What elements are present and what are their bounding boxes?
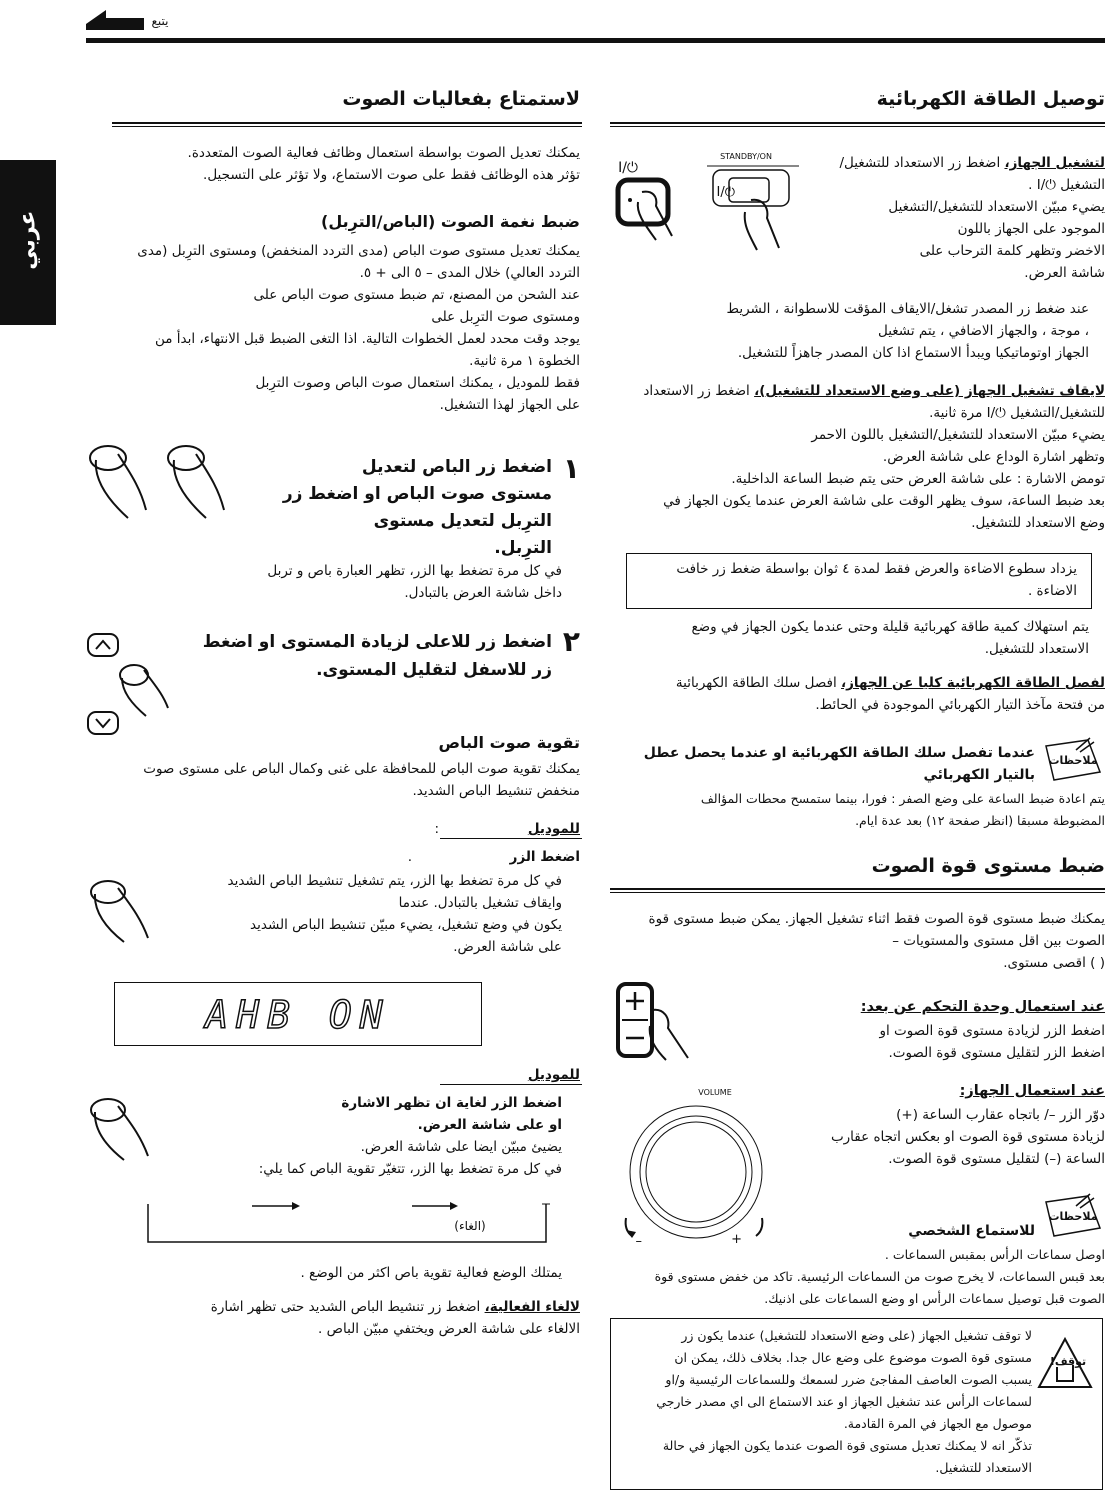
power-on-text: لتشغيل الجهاز، اضغط زر الاستعداد للتشغيل/ التشغيل ⏻/I . يضيء مبيّن الاستعداد للتشغيل/التشغيل الموجود على الجهاز باللون الاخضر وتظهر كلمة الترحاب على شاشة العرض. — [839, 155, 1105, 281]
finger-press-abb-2-icon — [88, 1094, 154, 1164]
volume-plus-sign: + — [731, 1232, 742, 1247]
model-1-body: في كل مرة تضغط بها الزر، يتم تشغيل تنشيط الباص الشديد وايقاف تشغيل بالتبادل. عندما يكون في وضع تشغيل، يضيء مبيّن تنشيط الباص الشديد على شاشة العرض. — [227, 873, 562, 955]
finger-press-bass-icon — [88, 440, 150, 522]
power-button-remote-icon — [612, 152, 692, 242]
note-1-body: يتم اعادة ضبط الساعة على وضع الصفر : فورا، بينما ستمسح محطات المؤالف المضبوطة مسبقا (انظر صفحة ١٢) بعد عدة ايام. — [700, 791, 1105, 828]
up-down-buttons-icon — [86, 630, 176, 740]
cancel-effect-line-1: اضغط زر تنشيط الباص الشديد حتى تظهر اشارة — [210, 1299, 485, 1315]
step-2-number: ٢ — [562, 625, 580, 658]
continue-arrow-icon — [86, 8, 146, 30]
unit-body: دوّر الزر –/ باتجاه عقارب الساعة (+) لزيادة مستوى قوة الصوت او بعكس اتجاه عقارب الساعة (–) لتقليل مستوى قوة الصوت. — [830, 1107, 1105, 1167]
lcd-display — [114, 982, 482, 1046]
caution-box — [610, 1318, 1103, 1490]
volume-minus-sign: – — [635, 1234, 642, 1249]
language-side-tab — [0, 160, 56, 325]
header-rule — [86, 38, 1105, 43]
model-1-colon: : — [434, 821, 439, 837]
continue-label: يتبع — [151, 14, 169, 28]
right-title-rule-2 — [610, 126, 1105, 127]
finger-press-treble-icon — [166, 440, 228, 522]
compare-line: يمتلك الوضع فعالية تقوية باص اكثر من الوضع . — [300, 1265, 562, 1281]
note-1-heading: عندما تفصل سلك الطاقة الكهربائية او عندما يحصل عطل بالتيار الكهربائي — [643, 745, 1035, 783]
left-title-rule-2 — [112, 126, 582, 127]
model-1-press-dot: . — [407, 849, 412, 865]
volume-knob-icon — [612, 1098, 782, 1248]
volume-knob-label: VOLUME — [698, 1088, 732, 1097]
unplug-text: لفصل الطاقة الكهربائية كليا عن الجهاز، افصل سلك الطاقة الكهربائية من فتحة مآخذ التيار الكهربائي الموجودة في الحائط. — [675, 675, 1105, 713]
right-title-rule — [610, 122, 1105, 124]
step-1-text: اضغط زر الباص لتعديل مستوى صوت الباص او اضغط زر الترِبل لتعديل مستوى الترِبل. — [282, 457, 552, 558]
lcd-display-text: AHB ON — [205, 993, 391, 1037]
remote-body: اضغط الزر لزيادة مستوى قوة الصوت او اضغط الزر لتقليل مستوى قوة الصوت. — [879, 1023, 1105, 1061]
notes-2-label: ملاحظات — [1048, 1210, 1098, 1223]
bass-boost-title: تقوية صوت الباص — [438, 733, 580, 752]
left-intro: يمكنك تعديل الصوت بواسطة استعمال وظائف فعالية الصوت المتعددة. تؤثر هذه الوظائف فقط على صوت الاستماع، ولا تؤثر على التسجيل. — [187, 145, 580, 183]
volume-title-rule-2 — [610, 892, 1105, 893]
unit-title: عند استعمال الجهاز: — [959, 1083, 1105, 1099]
model-2-body: اضغط الزر لغاية ان تظهر الاشارة او على شاشة العرض. يضيئ مبيّن ايضا على شاشة العرض. في كل مرة تضغط بها الزر، تتغيّر تقوية الباص كما يلي: — [258, 1095, 562, 1177]
volume-remote-buttons-icon — [612, 980, 698, 1062]
cancel-effect — [80, 1296, 580, 1340]
left-section-title: لاستمتاع بفعاليات الصوت — [342, 88, 580, 110]
left-title-rule — [112, 122, 582, 124]
cycle-cancel-label: (الغاء) — [454, 1219, 486, 1233]
dimmer-box: يزداد سطوع الاضاءة والعرض فقط لمدة ٤ ثوان بواسطة ضغط زر خافت الاضاءة . — [626, 553, 1092, 609]
notes-label: ملاحظات — [1048, 754, 1098, 767]
right-section-title: توصيل الطاقة الكهربائية — [876, 88, 1105, 110]
source-button-text: عند ضغط زر المصدر تشغل/الايقاف المؤقت للاسطوانة ، الشريط ، موجة ، والجهاز الاضافي ، يتم تشغيل الجهاز اوتوماتيكيا ويبدأ الاستماع اذا كان المصدر جاهزاً للتشغيل. — [726, 301, 1089, 361]
volume-intro: يمكنك ضبط مستوى قوة الصوت فقط اثناء تشغيل الجهاز. يمكن ضبط مستوى قوة الصوت بين اقل مستوى والمستويات – ( ) اقصى مستوى. — [648, 911, 1105, 971]
volume-title-rule — [610, 888, 1105, 890]
model-1-rule — [440, 838, 582, 839]
consumption-text: يتم استهلاك كمية طاقة كهربائية قليلة وحتى عندما يكون الجهاز في وضع الاستعداد للتشغيل. — [691, 619, 1089, 657]
tone-body: يمكنك تعديل مستوى صوت الباص (مدى التردد المنخفض) ومستوى الترِبل (مدى التردد العالي) خلال المدى – ٥ الى + ٥. عند الشحن من المصنع، تم ضبط مستوى صوت الباص على ومستوى صوت الترِبل على يوجد وقت محدد لعمل الخطوات التالية. اذا التغى الضبط قبل الانتهاء، ابدأ من الخطوة ١ مرة ثانية. فقط للموديل ، يمكنك استعمال صوت الباص وصوت الترِبل على الجهاز لهذا التشغيل. — [137, 243, 580, 413]
remote-title: عند استعمال وحدة التحكم عن بعد: — [860, 999, 1105, 1015]
cancel-effect-line-2: الالغاء على شاشة العرض ويختفي مبيّن الباص . — [318, 1321, 580, 1337]
caution-label: توقف! — [1049, 1355, 1087, 1368]
power-off-text: لايقاف تشغيل الجهاز (على وضع الاستعداد للتشغيل)، اضغط زر الاستعداد للتشغيل/التشغيل ⏻/I مرة ثانية. يضيء مبيّن الاستعداد للتشغيل/التشغيل باللون الاحمر وتظهر اشارة الوداع على شاشة العرض. تومض الاشارة : على شاشة العرض حتى يتم ضبط الساعة الداخلية. بعد ضبط الساعة، سوف يظهر الوقت على شاشة العرض عندما يكون الجهاز في وضع الاستعداد للتشغيل. — [643, 383, 1105, 531]
step-1-number: ١ — [562, 452, 580, 485]
tone-title: ضبط نغمة الصوت (الباص/الترِبل) — [321, 212, 580, 231]
private-title: للاستماع الشخصي — [908, 1223, 1035, 1239]
private-body: اوصل سماعات الرأس بمقبس السماعات . بعد قبس السماعات، لا يخرج صوت من السماعات الرئيسية. تاكد من خفض مستوى قوة الصوت قبل توصيل سماعات الرأس او وضع السماعات على اذنيك. — [654, 1247, 1105, 1306]
bass-boost-body: يمكنك تقوية صوت الباص للمحافظة على غنى وكمال الباص على مستوى صوت منخفض تنشيط الباص الشديد. — [143, 761, 580, 799]
caution-body: لا توقف تشغيل الجهاز (على وضع الاستعداد للتشغيل) عندما يكون زر مستوى قوة الصوت موضوع على وضع عال جدا. بخلاف ذلك، يمكن ان يسبب الصوت العاصف المفاجئ ضرر لسمعك وللسماعات الرئيسية و/او لسماعات الرأس عند تشغيل الجهاز او عند الاستماع الى اي مصدر خارجي موصول مع الجهاز في المرة القادمة. تذكّر انه لا يمكنك تعديل مستوى قوة الصوت عندما يكون الجهاز في حالة الاستعداد للتشغيل. — [656, 1328, 1032, 1475]
standby-label: STANDBY/ON — [720, 152, 772, 161]
finger-press-abb-icon — [88, 876, 154, 946]
power-button-unit-icon — [705, 160, 801, 252]
model-2-rule — [440, 1084, 582, 1085]
model-1-press: اضغط الزر — [509, 849, 580, 865]
svg-text:⏻/I: ⏻/I — [716, 185, 735, 200]
volume-section-title: ضبط مستوى قوة الصوت — [871, 855, 1105, 877]
cancel-effect-lead: لالغاء الفعالية، — [484, 1299, 580, 1315]
model-1-label: للموديل — [527, 821, 580, 837]
side-tab-label: عربي — [15, 210, 41, 270]
model-2-label: للموديل — [527, 1067, 580, 1083]
step-1-note: في كل مرة تضغط بها الزر، تظهر العبارة باص و تربل داخل شاشة العرض بالتبادل. — [267, 563, 562, 601]
step-2-text: اضغط زر للاعلى لزيادة المستوى او اضغط زر للاسفل لتقليل المستوى. — [202, 632, 552, 680]
svg-text:⏻/I: ⏻/I — [618, 160, 638, 176]
